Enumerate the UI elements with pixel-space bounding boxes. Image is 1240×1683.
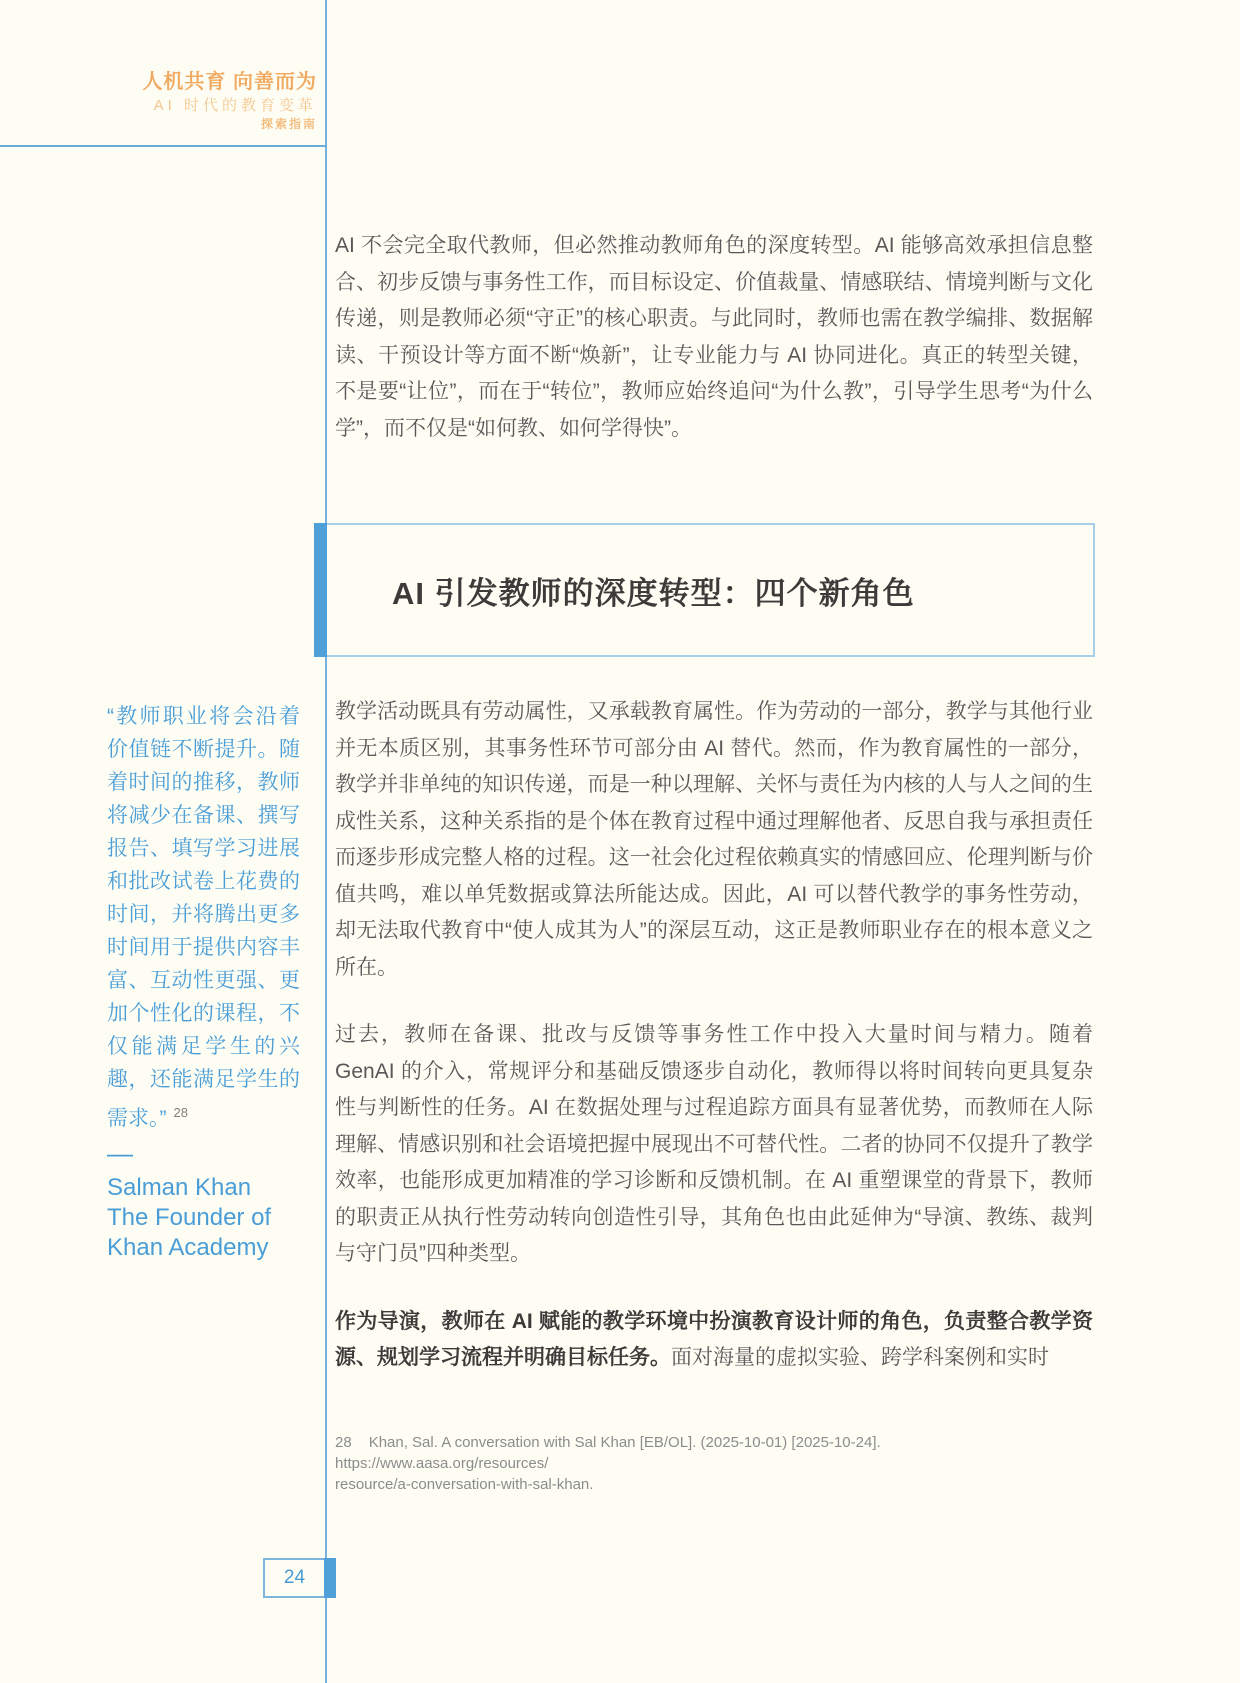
pull-quote-footnote-ref: 28 — [173, 1105, 188, 1120]
footnote — [335, 1432, 1097, 1495]
brand-tagline: 探索指南 — [260, 117, 317, 131]
footnote-number: 28 — [335, 1434, 352, 1451]
section-heading-box — [314, 523, 1095, 657]
brand-logo — [40, 70, 317, 132]
paragraph-bold-lead: 作为导演，教师在 AI 赋能的教学环境中扮演教育设计师的角色，负责整合教学资源、规划学习流程并明确目标任务。 — [335, 1309, 1093, 1369]
attribution-role-line2: Khan Academy — [107, 1234, 269, 1261]
pull-quote-text: “教师职业将会沿着价值链不断提升。随着时间的推移，教师将减少在备课、撰写报告、填写学习进展和批改试卷上花费的时间，并将腾出更多时间用于提供内容丰富、互动性更强、更加个性化的课程，不仅能满足学生的兴趣，还能满足学生的需求。” — [107, 705, 300, 1130]
paragraph-regular-rest: 面对海量的虚拟实验、跨学科案例和实时 — [671, 1346, 1049, 1369]
body-paragraph-3 — [335, 1304, 1093, 1377]
pull-quote — [107, 700, 300, 1135]
attribution-name: Salman Khan — [107, 1174, 252, 1201]
brand-subtitle: AI 时代的教育变革 — [153, 97, 317, 114]
footnote-text-line1: Khan, Sal. A conversation with Sal Khan [EB/OL]. (2025-10-01) [2025-10-24]. https://www.aasa.org/resources/ — [335, 1434, 881, 1472]
body-paragraph-1: 教学活动既具有劳动属性，又承载教育属性。作为劳动的一部分，教学与其他行业并无本质区别，其事务性环节可部分由 AI 替代。然而，作为教育属性的一部分，教学并非单纯的知识传递，而是一种以理解、关怀与责任为内核的人与人之间的生成性关系，这种关系指的是个体在教育过程中通过理解他者、反思自我与承担责任而逐步形成完整人格的过程。这一社会化过程依赖真实的情感回应、伦理判断与价值共鸣，难以单凭数据或算法所能达成。因此，AI 可以替代教学的事务性劳动，却无法取代教育中“使人成其为人”的深层互动，这正是教师职业存在的根本意义之所在。 — [335, 700, 1093, 979]
section-accent-bar — [314, 523, 327, 657]
footnote-text-line2: resource/a-conversation-with-sal-khan. — [335, 1476, 594, 1493]
section-title: AI 引发教师的深度转型：四个新角色 — [392, 575, 915, 611]
body-paragraph-2: 过去，教师在备课、批改与反馈等事务性工作中投入大量时间与精力。随着 GenAI 的介入，常规评分和基础反馈逐步自动化，教师得以将时间转向更具复杂性与判断性的任务。AI 在数据处理与过程追踪方面具有显著优势，而教师在人际理解、情感识别和社会语境把握中展现出不可替代性。二者的协同不仅提升了教学效率，也能形成更加精准的学习诊断和反馈机制。在 AI 重塑课堂的背景下，教师的职责正从执行性劳动转向创造性引导，其角色也由此延伸为“导演、教练、裁判与守门员”四种类型。 — [335, 1023, 1093, 1265]
quote-attribution — [107, 1138, 271, 1263]
attribution-dash: — — [107, 1138, 133, 1168]
main-text-column — [335, 694, 1093, 1408]
page-number: 24 — [263, 1558, 326, 1598]
vertical-divider — [325, 0, 327, 1683]
attribution-role-line1: The Founder of — [107, 1204, 272, 1231]
intro-paragraph: AI 不会完全取代教师，但必然推动教师角色的深度转型。AI 能够高效承担信息整合、初步反馈与事务性工作，而目标设定、价值裁量、情感联结、情境判断与文化传递，则是教师必须“守正”的核心职责。与此同时，教师也需在教学编排、数据解读、干预设计等方面不断“焕新”，让专业能力与 AI 协同进化。真正的转型关键，不是要“让位”，而在于“转位”，教师应始终追问“为什么教”，引导学生思考“为什么学”，而不仅是“如何教、如何学得快”。 — [335, 234, 1093, 440]
header-divider — [0, 145, 327, 147]
page-number-tab — [324, 1558, 336, 1598]
brand-title: 人机共育 向善而为 — [142, 71, 317, 93]
